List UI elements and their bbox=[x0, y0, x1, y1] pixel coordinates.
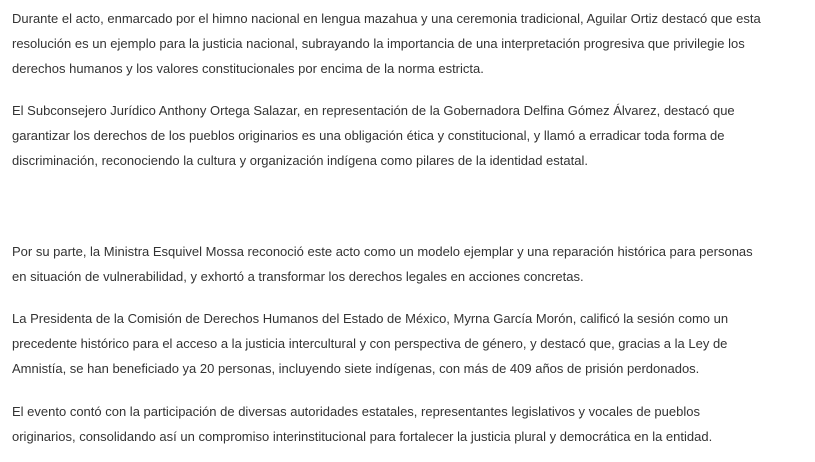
paragraph-evento bbox=[12, 399, 802, 449]
paragraph-line: Durante el acto, enmarcado por el himno nacional en lengua mazahua y una ceremonia tradicional, Aguilar Ortiz destacó que esta bbox=[12, 11, 761, 26]
paragraph-line: derechos humanos y los valores constitucionales por encima de la norma estricta. bbox=[12, 61, 484, 76]
paragraph-line: precedente histórico para el acceso a la justicia intercultural y con perspectiva de género, y destacó que, gracias a la Ley de bbox=[12, 336, 728, 351]
paragraph-line: garantizar los derechos de los pueblos originarios es una obligación ética y constitucional, y llamó a erradicar toda forma de bbox=[12, 128, 725, 143]
paragraph-line: en situación de vulnerabilidad, y exhortó a transformar los derechos legales en acciones concretas. bbox=[12, 269, 584, 284]
paragraph-line: originarios, consolidando así un compromiso interinstitucional para fortalecer la justicia plural y democrática en la entidad. bbox=[12, 429, 713, 444]
paragraph-presidenta-codhem bbox=[12, 306, 802, 381]
paragraph-subconsejero bbox=[12, 98, 802, 173]
paragraph-ministra bbox=[12, 239, 802, 289]
paragraph-line: El Subconsejero Jurídico Anthony Ortega Salazar, en representación de la Gobernadora Delfina Gómez Álvarez, destacó que bbox=[12, 103, 735, 118]
paragraph-line: Amnistía, se han beneficiado ya 20 personas, incluyendo siete indígenas, con más de 409 años de prisión perdonados. bbox=[12, 361, 700, 376]
paragraph-line: resolución es un ejemplo para la justicia nacional, subrayando la importancia de una interpretación progresiva que privilegie los bbox=[12, 36, 745, 51]
paragraph-line: discriminación, reconociendo la cultura y organización indígena como pilares de la identidad estatal. bbox=[12, 153, 588, 168]
paragraph-line: La Presidenta de la Comisión de Derechos Humanos del Estado de México, Myrna García Morón, calificó la sesión como un bbox=[12, 311, 729, 326]
paragraph-line: Por su parte, la Ministra Esquivel Mossa reconoció este acto como un modelo ejemplar y una reparación histórica para personas bbox=[12, 244, 753, 259]
paragraph-aguilar-ortiz bbox=[12, 6, 802, 81]
paragraph-line: El evento contó con la participación de diversas autoridades estatales, representantes legislativos y vocales de pueblos bbox=[12, 404, 700, 419]
